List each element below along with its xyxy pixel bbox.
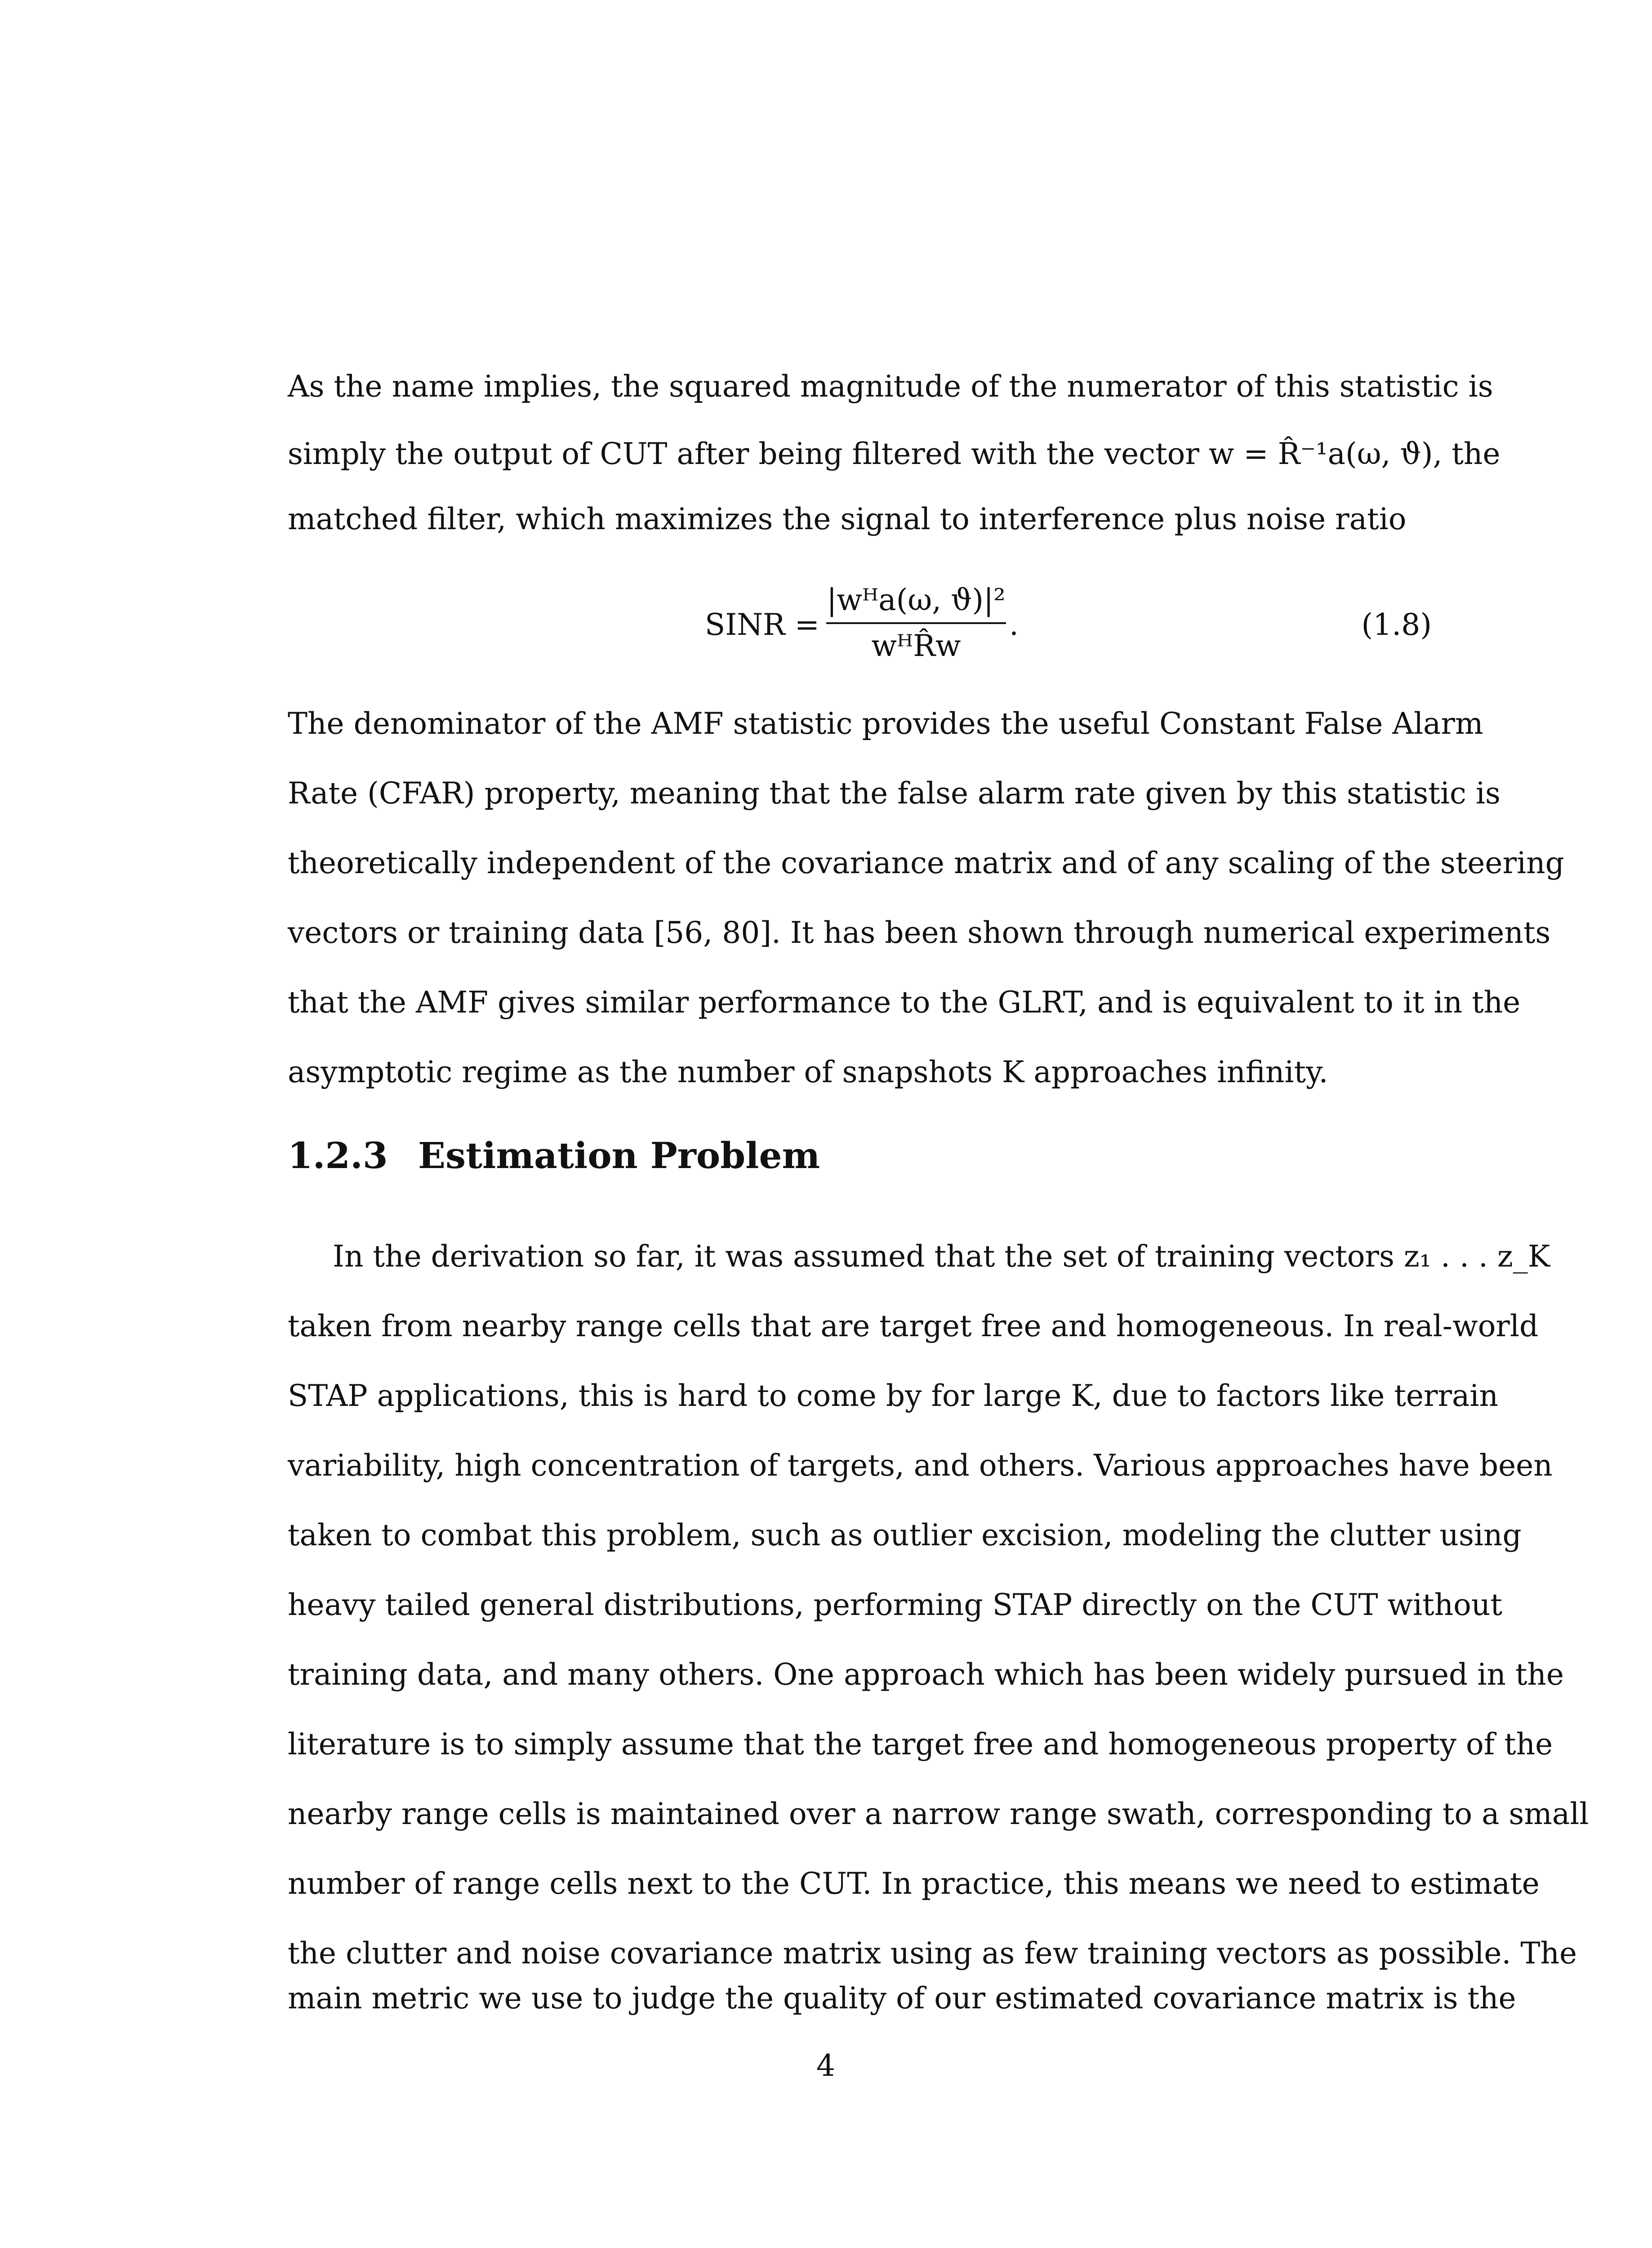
body-text-line: simply the output of CUT after being filtered with the vector w = R̂⁻¹a(ω, ϑ), the <box>288 437 1501 471</box>
body-text-line: that the AMF gives similar performance to the GLRT, and is equivalent to it in the <box>288 985 1521 1020</box>
equation-denominator: wᴴR̂w <box>871 629 961 663</box>
section-heading <box>288 1133 820 1178</box>
body-text-line: nearby range cells is maintained over a narrow range swath, corresponding to a small <box>288 1797 1589 1831</box>
body-text-line: variability, high concentration of targets, and others. Various approaches have been <box>288 1448 1553 1483</box>
body-text-line: literature is to simply assume that the target free and homogeneous property of the <box>288 1727 1553 1762</box>
section-number: 1.2.3 <box>288 1134 388 1177</box>
body-text-line: heavy tailed general distributions, performing STAP directly on the CUT without <box>288 1588 1502 1622</box>
section-title: Estimation Problem <box>418 1134 820 1177</box>
body-text-line: Rate (CFAR) property, meaning that the false alarm rate given by this statistic is <box>288 776 1501 811</box>
equation-lhs: SINR = <box>705 607 820 642</box>
equation-number: (1.8) <box>1361 607 1432 642</box>
body-text-line: the clutter and noise covariance matrix using as few training vectors as possible. The <box>288 1936 1577 1971</box>
equation-period: . <box>1009 607 1019 642</box>
page-number: 4 <box>816 2048 835 2083</box>
body-text-line: The denominator of the AMF statistic provides the useful Constant False Alarm <box>288 706 1483 741</box>
body-text-line: main metric we use to judge the quality of our estimated covariance matrix is the <box>288 1981 1516 2016</box>
equation-numerator: |wᴴa(ω, ϑ)|² <box>827 583 1006 617</box>
body-text-line: STAP applications, this is hard to come by for large K, due to factors like terrain <box>288 1378 1498 1413</box>
body-text-line: As the name implies, the squared magnitude of the numerator of this statistic is <box>288 369 1493 404</box>
body-text-line: In the derivation so far, it was assumed that the set of training vectors z₁ . . . z_K <box>333 1239 1550 1274</box>
body-text-line: matched filter, which maximizes the signal to interference plus noise ratio <box>288 502 1407 536</box>
body-text-line: asymptotic regime as the number of snapshots K approaches infinity. <box>288 1055 1328 1089</box>
fraction-bar <box>826 622 1006 624</box>
body-text-line: training data, and many others. One approach which has been widely pursued in the <box>288 1657 1564 1692</box>
body-text-line: taken to combat this problem, such as outlier excision, modeling the clutter using <box>288 1518 1522 1552</box>
body-text-line: theoretically independent of the covariance matrix and of any scaling of the steering <box>288 846 1564 880</box>
body-text-line: taken from nearby range cells that are target free and homogeneous. In real-world <box>288 1309 1539 1343</box>
body-text-line: vectors or training data [56, 80]. It has been shown through numerical experiments <box>288 915 1551 950</box>
equation-fraction <box>826 580 1006 666</box>
body-text-line: number of range cells next to the CUT. In practice, this means we need to estimate <box>288 1866 1540 1901</box>
